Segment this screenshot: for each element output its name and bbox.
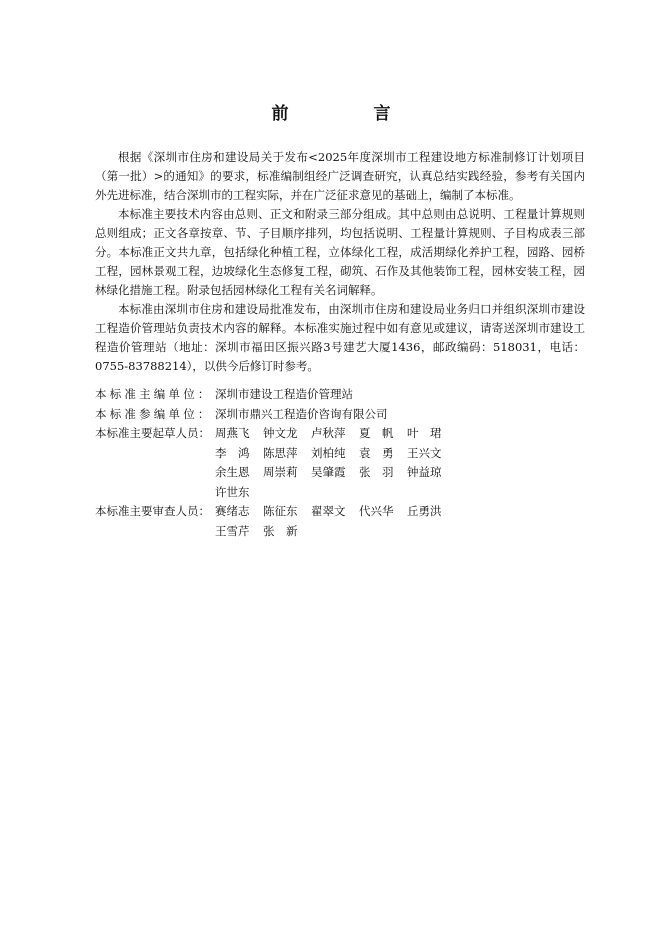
paragraph-3: 本标准由深圳市住房和建设局批准发布，由深圳市住房和建设局业务归口并组织深圳市建设工程造价管理站负责技术内容的解释。本标准实施过程中如有意见或建议，请寄送深圳市建设工程造价管理站（地址：深圳市福田区振兴路3号建艺大厦1436，邮政编码：518031，电话：0755-83788214），以供今后修订时参考。 — [95, 302, 585, 373]
chief-editor-row — [95, 385, 565, 405]
drafter-name: 陈思萍 — [263, 445, 298, 460]
reviewer-name: 陈征东 — [263, 504, 298, 518]
preface-body — [95, 148, 585, 376]
drafter-name: 叶 珺 — [407, 426, 442, 440]
paragraph-2: 本标准主要技术内容由总则、正文和附录三部分组成。其中总则由总说明、工程量计算规则总则组成；正文各章按章、节、子目顺序排列，均包括说明、工程量计算规则、子目构成表三部分。本标准正文共九章，包括绿化种植工程，立体绿化工程，成活期绿化养护工程，园路、园桥工程，园林景观工程，边坡绿化生态修复工程，砌筑、石作及其他装饰工程，园林安装工程，园林绿化措施工程。附录包括园林绿化工程有关名词解释。 — [95, 207, 585, 297]
drafter-name: 王兴文 — [407, 445, 442, 460]
drafter-name: 刘柏纯 — [311, 445, 346, 460]
drafter-name: 张 羽 — [359, 465, 394, 479]
drafter-name: 余生恩 — [215, 465, 250, 479]
drafter-name: 夏 帆 — [359, 426, 394, 440]
drafter-name: 周燕飞 — [215, 426, 250, 440]
drafter-name: 许世东 — [215, 484, 250, 499]
reviewers-names — [215, 502, 565, 541]
reviewer-name: 张 新 — [263, 523, 298, 538]
reviewer-name: 丘勇洪 — [407, 504, 442, 518]
participating-unit-value: 深圳市鼎兴工程造价咨询有限公司 — [215, 406, 388, 421]
drafter-name: 周崇莉 — [263, 465, 298, 479]
page-title: 前 言 — [271, 104, 425, 124]
drafter-name: 吴肇霞 — [311, 465, 346, 479]
drafter-name: 李 鸿 — [215, 445, 250, 460]
reviewers-label: 本标准主要审查人员： — [95, 504, 210, 518]
reviewer-name: 王雪芹 — [215, 523, 250, 538]
participating-unit-label: 本标准参编单位： — [95, 406, 213, 421]
drafters-row — [95, 424, 565, 502]
drafter-name: 钟益琼 — [407, 465, 442, 479]
personnel-list — [95, 385, 565, 541]
reviewers-row — [95, 502, 565, 541]
chief-editor-label: 本标准主编单位： — [95, 387, 213, 401]
paragraph-1: 根据《深圳市住房和建设局关于发布<2025年度深圳市工程建设地方标准制修订计划项目（第一批）>的通知》的要求，标准编制组经广泛调查研究，认真总结实践经验，参考有关国内外先进标准，结合深圳市的工程实际，并在广泛征求意见的基础上，编制了本标准。 — [95, 150, 585, 202]
chief-editor-value: 深圳市建设工程造价管理站 — [215, 387, 353, 401]
reviewer-name: 翟翠文 — [311, 504, 346, 518]
drafter-name: 袁 勇 — [359, 445, 394, 460]
drafters-names — [215, 424, 565, 502]
reviewer-name: 赛绪志 — [215, 504, 250, 518]
reviewer-name: 代兴华 — [359, 504, 394, 518]
drafter-name: 钟文龙 — [263, 426, 298, 440]
drafters-label: 本标准主要起草人员： — [95, 426, 210, 440]
participating-unit-row — [95, 405, 565, 425]
drafter-name: 卢秋萍 — [311, 426, 346, 440]
